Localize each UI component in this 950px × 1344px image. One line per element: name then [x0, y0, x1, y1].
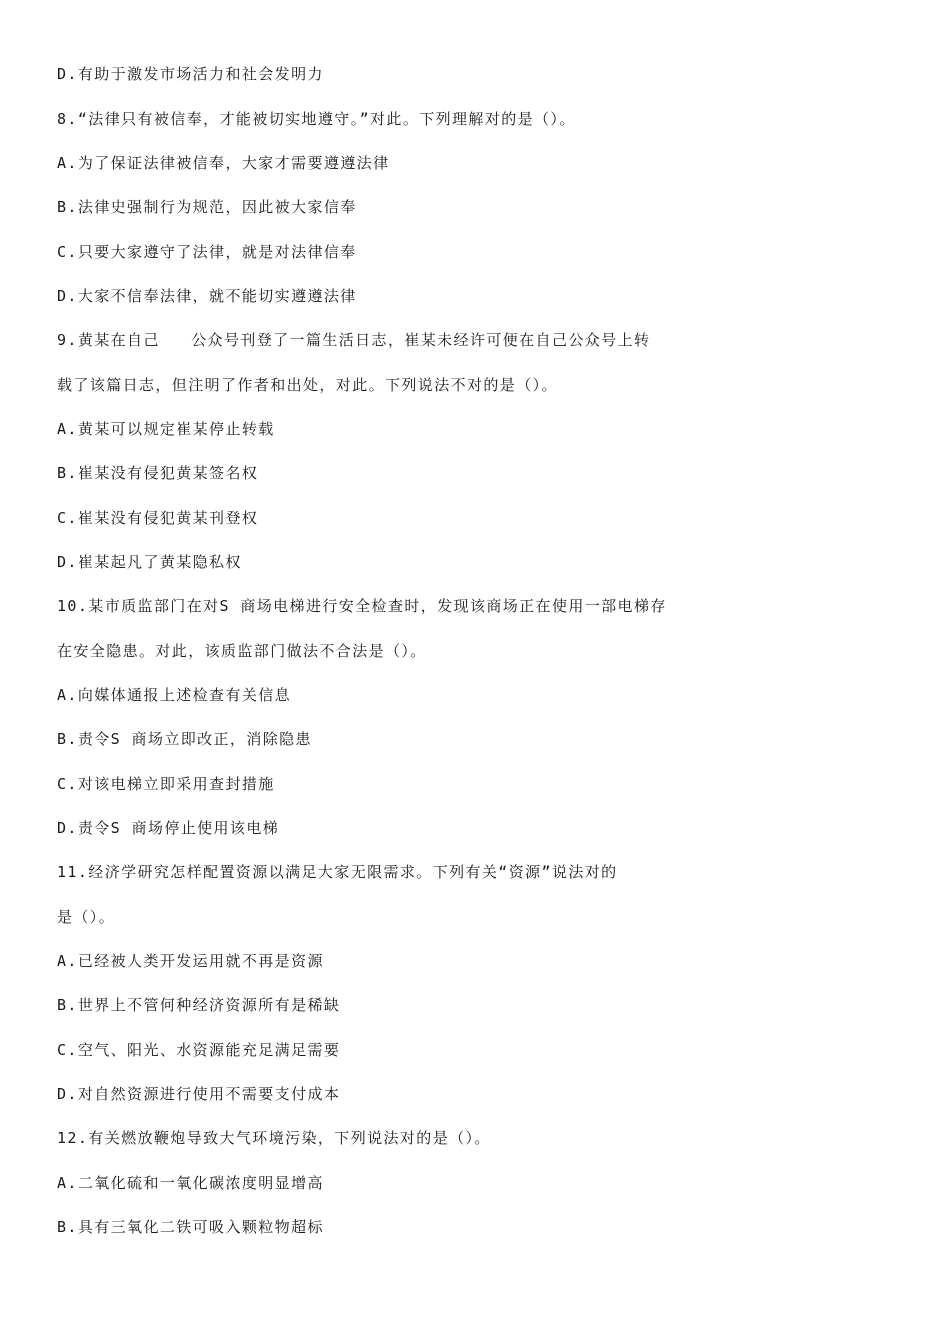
question-8: 8.“法律只有被信奉，才能被切实地遵守。”对此。下列理解对的是（）。	[57, 110, 576, 128]
question-9-line-1: 9.黄某在自己 公众号刊登了一篇生活日志，崔某未经许可便在自己公众号上转	[57, 331, 651, 349]
option-11c: C.空气、阳光、水资源能充足满足需要	[57, 1041, 341, 1059]
option-8a: A.为了保证法律被信奉，大家才需要遵遵法律	[57, 154, 390, 172]
option-10a: A.向媒体通报上述检查有关信息	[57, 686, 292, 704]
option-10d: D.责令S 商场停止使用该电梯	[57, 819, 280, 837]
option-8b: B.法律史强制行为规范，因此被大家信奉	[57, 198, 357, 216]
option-12a: A.二氧化硫和一氧化碳浓度明显增高	[57, 1174, 324, 1192]
option-8d: D.大家不信奉法律，就不能切实遵遵法律	[57, 287, 357, 305]
option-9a: A.黄某可以规定崔某停止转载	[57, 420, 275, 438]
question-12: 12.有关燃放鞭炮导致大气环境污染，下列说法对的是（）。	[57, 1129, 491, 1147]
question-11-line-1: 11.经济学研究怎样配置资源以满足大家无限需求。下列有关“资源”说法对的	[57, 863, 618, 881]
question-11-line-2: 是（）。	[57, 908, 116, 926]
option-10b: B.责令S 商场立即改正，消除隐患	[57, 730, 312, 748]
option-11b: B.世界上不管何种经济资源所有是稀缺	[57, 996, 341, 1014]
option-10c: C.对该电梯立即采用查封措施	[57, 775, 275, 793]
question-10-line-2: 在安全隐患。对此，该质监部门做法不合法是（）。	[57, 642, 427, 660]
option-9d: D.崔某起凡了黄某隐私权	[57, 553, 242, 571]
option-11a: A.已经被人类开发运用就不再是资源	[57, 952, 324, 970]
question-9-line-2: 载了该篇日志，但注明了作者和出处，对此。下列说法不对的是（）。	[57, 376, 558, 394]
option-12b: B.具有三氧化二铁可吸入颗粒物超标	[57, 1218, 324, 1236]
option-11d: D.对自然资源进行使用不需要支付成本	[57, 1085, 341, 1103]
option-8c: C.只要大家遵守了法律，就是对法律信奉	[57, 243, 357, 261]
option-9c: C.崔某没有侵犯黄某刊登权	[57, 509, 259, 527]
option-7d: D.有助于激发市场活力和社会发明力	[57, 65, 324, 83]
question-10-line-1: 10.某市质监部门在对S 商场电梯进行安全检查时，发现该商场正在使用一部电梯存	[57, 597, 667, 615]
option-9b: B.崔某没有侵犯黄某签名权	[57, 464, 259, 482]
